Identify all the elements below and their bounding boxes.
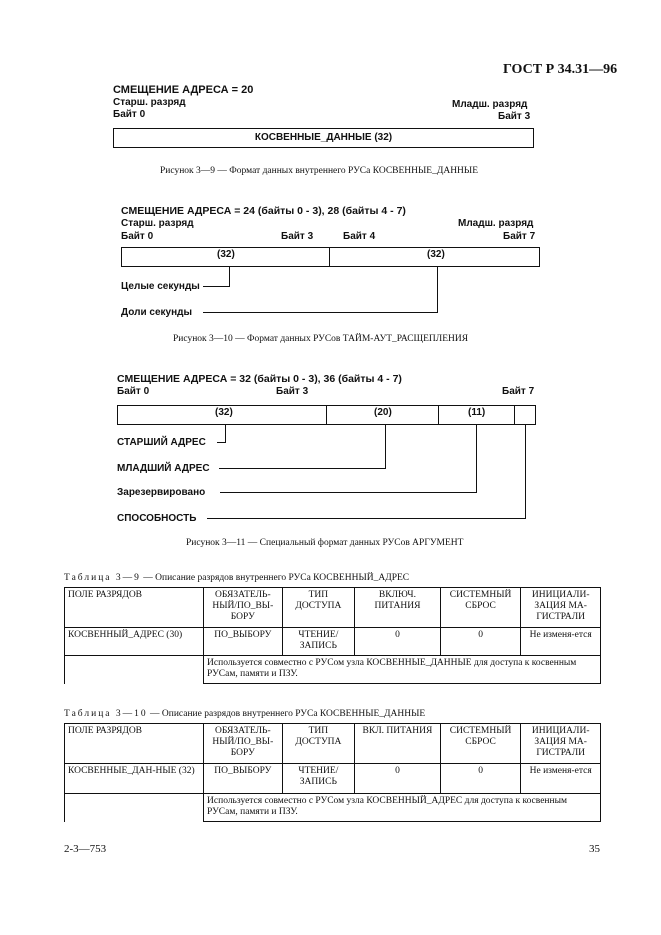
fig11-leader1-v (225, 425, 226, 443)
table10-note: Используется совместно с РУСом узла КОСВЕННЫЙ_АДРЕС для доступа к косвенным РУСам, памяти и ПЗУ. (204, 794, 601, 822)
table9-header-mandatory: ОБЯЗАТЕЛЬ-НЫЙ/ПО_ВЫ-БОРУ (204, 588, 283, 628)
fig10-byte3: Байт 3 (281, 231, 314, 242)
fig9-offset: СМЕЩЕНИЕ АДРЕСА = 20 (113, 84, 254, 96)
fig10-leader1-h (203, 286, 230, 287)
fig11-byte0: Байт 0 (117, 386, 150, 397)
fig11-divider1 (326, 406, 327, 424)
page-number: 35 (589, 843, 600, 855)
table10-cell-mandatory: ПО_ВЫБОРУ (204, 764, 283, 794)
fig10-leader2-v (437, 267, 438, 313)
fig11-leader2-h (219, 468, 386, 469)
fig11-seg2: (20) (374, 407, 392, 418)
table10-cell-power: 0 (355, 764, 441, 794)
table10-prefix: Таблица 3—10 (64, 709, 148, 719)
table10-title-text: — Описание разрядов внутреннего РУСа КОСВЕННЫЕ_ДАННЫЕ (147, 709, 426, 719)
table9-header-reset: СИСТЕМНЫЙ СБРОС (440, 588, 521, 628)
fig11-byte3: Байт 3 (276, 386, 309, 397)
fig10-divider (329, 248, 330, 266)
table10-title (64, 709, 425, 719)
fig11-leader1-h (217, 442, 226, 443)
fig9-byte-right: Байт 3 (498, 111, 531, 122)
fig10-register-box (121, 247, 540, 267)
fig9-field: КОСВЕННЫЕ_ДАННЫЕ (32) (254, 132, 393, 143)
document-code: ГОСТ Р 34.31—96 (503, 62, 618, 77)
table9-note: Используется совместно с РУСом узла КОСВЕННЫЕ_ДАННЫЕ для доступа к косвенным РУСам, памяти и ПЗУ. (204, 656, 601, 684)
table10-header-reset: СИСТЕМНЫЙ СБРОС (440, 724, 521, 764)
fig11-label3: Зарезервировано (117, 487, 206, 498)
fig10-label2: Доли секунды (121, 307, 193, 318)
fig10-seg2: (32) (427, 249, 445, 260)
table-row (65, 628, 601, 656)
table9-cell-mandatory: ПО_ВЫБОРУ (204, 628, 283, 656)
table9-cell-field: КОСВЕННЫЙ_АДРЕС (30) (65, 628, 204, 656)
fig10-caption: Рисунок 3—10 — Формат данных РУСов ТАЙМ-АУТ_РАСЩЕПЛЕНИЯ (173, 334, 469, 344)
fig11-byte7: Байт 7 (502, 386, 535, 397)
fig11-register-box (117, 405, 536, 425)
fig10-lsb: Младш. разряд (458, 218, 534, 229)
table9-header-access: ТИП ДОСТУПА (282, 588, 355, 628)
fig9-caption: Рисунок 3—9 — Формат данных внутреннего РУСа КОСВЕННЫЕ_ДАННЫЕ (160, 166, 478, 176)
fig9-msb: Старш. разряд (113, 97, 186, 108)
table-row (65, 764, 601, 794)
fig9-register-box (113, 128, 534, 148)
table9-header-init: ИНИЦИАЛИ-ЗАЦИЯ МА-ГИСТРАЛИ (521, 588, 601, 628)
fig10-byte0: Байт 0 (121, 231, 154, 242)
fig10-byte4: Байт 4 (343, 231, 376, 242)
table10-header-power: ВКЛ. ПИТАНИЯ (355, 724, 441, 764)
fig10-offset: СМЕЩЕНИЕ АДРЕСА = 24 (байты 0 - 3), 28 (байты 4 - 7) (121, 205, 406, 217)
table10-header-field: ПОЛЕ РАЗРЯДОВ (65, 724, 204, 764)
fig11-seg1: (32) (215, 407, 233, 418)
table9-cell-power: 0 (355, 628, 441, 656)
table9-cell-init: Не изменя-ется (521, 628, 601, 656)
table10-header-access: ТИП ДОСТУПА (282, 724, 355, 764)
table9-cell-reset: 0 (440, 628, 521, 656)
fig10-msb: Старш. разряд (121, 218, 194, 229)
table9-header-power: ВКЛЮЧ. ПИТАНИЯ (355, 588, 441, 628)
fig11-divider3 (514, 406, 515, 424)
table9-cell-access: ЧТЕНИЕ/ ЗАПИСЬ (282, 628, 355, 656)
fig10-seg1: (32) (217, 249, 235, 260)
table10-cell-reset: 0 (440, 764, 521, 794)
fig11-offset: СМЕЩЕНИЕ АДРЕСА = 32 (байты 0 - 3), 36 (байты 4 - 7) (117, 373, 402, 385)
fig10-leader2-h (203, 312, 438, 313)
fig11-seg3: (11) (468, 407, 486, 418)
fig11-leader3-h (220, 492, 477, 493)
table9-title (64, 573, 409, 583)
fig10-leader1-v (229, 267, 230, 287)
fig11-leader2-v (385, 425, 386, 469)
fig10-label1: Целые секунды (121, 281, 200, 292)
table10-cell-field: КОСВЕННЫЕ_ДАН-НЫЕ (32) (65, 764, 204, 794)
table9-title-text: — Описание разрядов внутреннего РУСа КОСВЕННЫЙ_АДРЕС (140, 573, 410, 583)
fig11-label2: МЛАДШИЙ АДРЕС (117, 463, 210, 474)
footer-code: 2-3—753 (64, 843, 107, 855)
table10-header-init: ИНИЦИАЛИ-ЗАЦИЯ МА-ГИСТРАЛИ (521, 724, 601, 764)
fig11-leader4-h (207, 518, 526, 519)
fig11-label4: СПОСОБНОСТЬ (117, 513, 197, 524)
fig9-lsb: Младш. разряд (452, 99, 528, 110)
table10-header-mandatory: ОБЯЗАТЕЛЬ-НЫЙ/ПО_ВЫ-БОРУ (204, 724, 283, 764)
table9-prefix: Таблица 3—9 (64, 573, 141, 583)
table10-cell-access: ЧТЕНИЕ/ ЗАПИСЬ (282, 764, 355, 794)
fig11-divider2 (438, 406, 439, 424)
fig10-byte7: Байт 7 (503, 231, 536, 242)
fig11-caption: Рисунок 3—11 — Специальный формат данных РУСов АРГУМЕНТ (186, 538, 464, 548)
table10-cell-init: Не изменя-ется (521, 764, 601, 794)
table-3-10 (64, 723, 601, 822)
fig9-byte-left: Байт 0 (113, 109, 146, 120)
fig11-leader3-v (476, 425, 477, 493)
table9-header-field: ПОЛЕ РАЗРЯДОВ (65, 588, 204, 628)
fig11-label1: СТАРШИЙ АДРЕС (117, 437, 206, 448)
fig11-leader4-v (525, 425, 526, 519)
table-3-9 (64, 587, 601, 684)
